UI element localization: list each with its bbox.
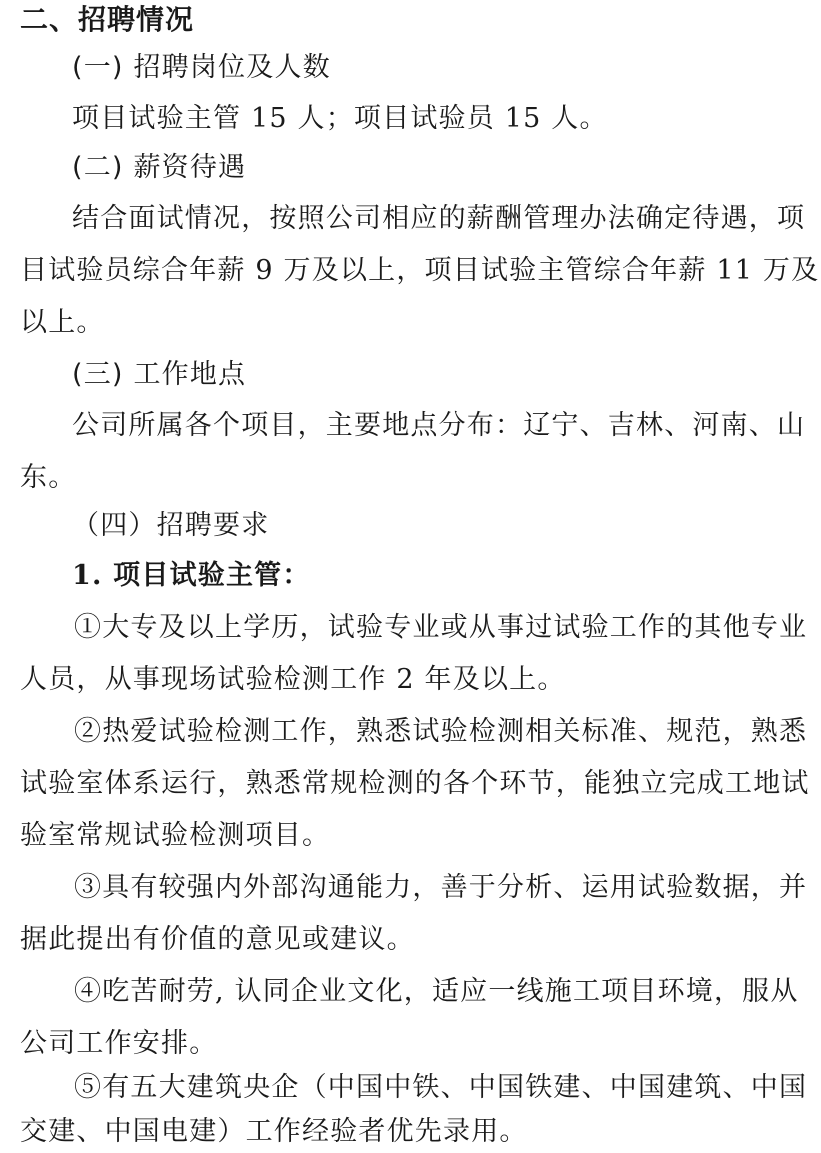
requirement-line: 试验室体系运行，熟悉常规检测的各个环节，能独立完成工地试 xyxy=(20,768,810,799)
requirement-line: 公司工作安排。 xyxy=(20,1028,218,1059)
location-line: 公司所属各个项目，主要地点分布：辽宁、吉林、河南、山 xyxy=(72,410,806,441)
requirements-heading: （四）招聘要求 xyxy=(72,510,270,541)
requirement-line: ③具有较强内外部沟通能力，善于分析、运用试验数据，并 xyxy=(74,872,808,903)
salary-line: 以上。 xyxy=(20,307,105,338)
requirement-line: ④吃苦耐劳, 认同企业文化，适应一线施工项目环境，服从 xyxy=(74,976,799,1007)
requirement-line: ①大专及以上学历，试验专业或从事过试验工作的其他专业 xyxy=(74,612,808,643)
positions-heading: (一) 招聘岗位及人数 xyxy=(72,52,331,83)
location-heading: (三) 工作地点 xyxy=(72,359,247,390)
requirement-line: ⑤有五大建筑央企（中国中铁、中国铁建、中国建筑、中国 xyxy=(74,1072,808,1103)
location-line: 东。 xyxy=(20,462,77,493)
salary-heading: (二) 薪资待遇 xyxy=(72,152,247,183)
requirement-line: ②热爱试验检测工作，熟悉试验检测相关标准、规范，熟悉 xyxy=(74,716,808,747)
salary-line: 目试验员综合年薪 9 万及以上，项目试验主管综合年薪 11 万及 xyxy=(20,255,820,286)
requirement-line: 交建、中国电建）工作经验者优先录用。 xyxy=(20,1116,528,1147)
role-title: 1. 项目试验主管： xyxy=(72,560,311,591)
positions-text: 项目试验主管 15 人；项目试验员 15 人。 xyxy=(72,103,608,134)
requirement-line: 据此提出有价值的意见或建议。 xyxy=(20,924,415,955)
salary-line: 结合面试情况，按照公司相应的薪酬管理办法确定待遇，项 xyxy=(72,203,806,234)
requirement-line: 人员，从事现场试验检测工作 2 年及以上。 xyxy=(20,664,566,695)
section-title: 二、招聘情况 xyxy=(20,3,195,36)
requirement-line: 验室常规试验检测项目。 xyxy=(20,820,331,851)
